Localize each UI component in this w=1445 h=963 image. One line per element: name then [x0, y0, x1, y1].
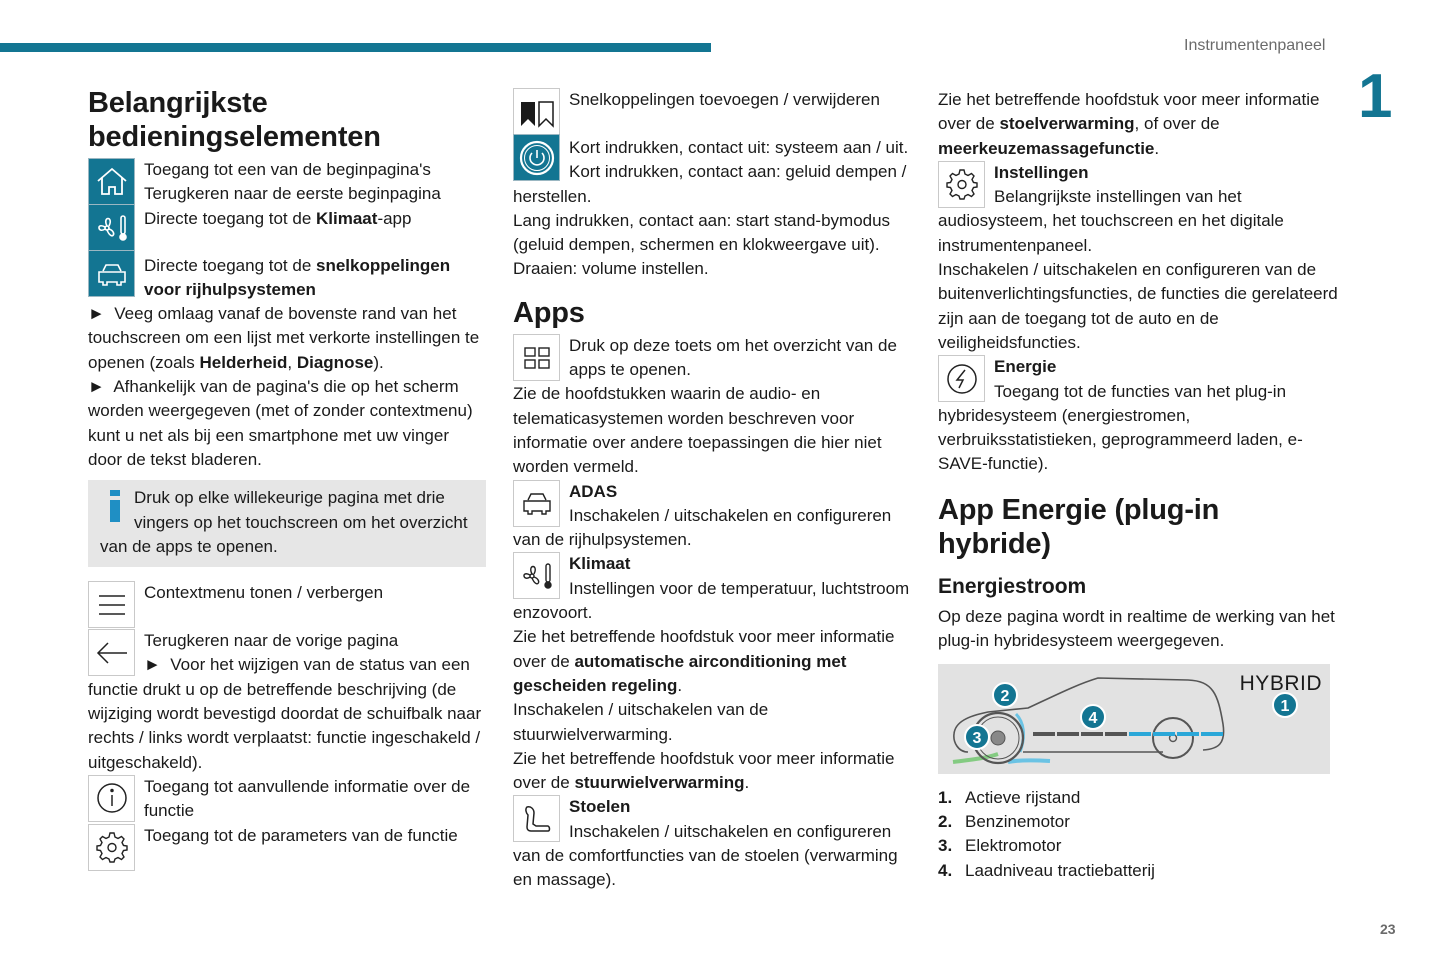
callout-2	[993, 683, 1017, 707]
info-icon	[88, 775, 135, 822]
energy-icon	[938, 355, 985, 402]
legend-item: 1. Actieve rijstand	[938, 787, 1081, 807]
back-text: Terugkeren naar de vorige pagina	[144, 631, 399, 651]
adas-text: Inschakelen / uitschakelen en configureren van de rijhulpsystemen.	[513, 505, 892, 550]
page-number: 23	[1380, 921, 1396, 937]
context-menu-text: Contextmenu tonen / verbergen	[144, 583, 384, 603]
home-icon	[88, 158, 135, 205]
drive-mode-label: HYBRID	[1239, 671, 1322, 695]
climate-icon	[88, 204, 135, 251]
legend-item: 4. Laadniveau tractiebatterij	[938, 860, 1155, 880]
bullet-swipe-down: ► Veeg omlaag vanaf de bovenste rand van het touchscreen om een lijst met verkorte instellingen te openen (zoals Helderheid, Diagnose).	[88, 304, 480, 372]
adas-shortcut-description: Directe toegang tot de snelkoppelingen voor rijhulpsystemen	[144, 255, 451, 299]
column-2	[513, 88, 913, 893]
header-accent-bar	[0, 43, 711, 52]
seat-reference: Zie het betreffende hoofdstuk voor meer informatie over de stoelverwarming, of over de meerkeuzemassagefunctie.	[938, 90, 1320, 158]
callout-3	[965, 725, 989, 749]
adas-title: ADAS	[569, 481, 618, 501]
battery-segment	[1177, 732, 1199, 736]
info-note-icon	[110, 490, 120, 524]
battery-level-bar	[1033, 732, 1223, 736]
column-3	[938, 88, 1338, 883]
info-text: Toegang tot aanvullende informatie over de functie	[144, 776, 471, 821]
climate-description: Directe toegang tot de Klimaat-app	[144, 208, 412, 228]
klimaat-text: Instellingen voor de temperatuur, luchtstroom enzovoort.	[513, 578, 910, 623]
battery-segment	[1081, 732, 1103, 736]
power-turn-text: Draaien: volume instellen.	[513, 259, 709, 279]
rear-wheel	[1153, 718, 1193, 758]
settings-title: Instellingen	[994, 162, 1089, 182]
klimaat-title: Klimaat	[569, 554, 631, 574]
energy-text: Toegang tot de functies van het plug-in hybridesysteem (energiestromen, verbruiksstatistieken, geprogrammeerd laden, e-SAVE-functie).	[938, 381, 1303, 474]
adas-car-icon	[513, 480, 560, 527]
power-long-press-text: Lang indrukken, contact aan: start stand-bymodus (geluid dempen, schermen en klokweergave uit).	[513, 210, 891, 255]
settings-gear-icon	[938, 161, 985, 208]
chapter-number: 1	[1358, 62, 1393, 131]
bookmark-icon	[513, 88, 560, 135]
battery-segment	[1153, 732, 1175, 736]
section-title-main-controls: Belangrijkste bedieningselementen	[88, 87, 381, 153]
section-title-apps: Apps	[513, 296, 585, 329]
svg-text:4: 4	[1088, 709, 1098, 727]
battery-segment	[1201, 732, 1223, 736]
svg-text:1: 1	[1280, 697, 1290, 715]
car-icon	[88, 250, 135, 297]
subsection-title-energy-flow: Energiestroom	[938, 574, 1087, 598]
column-1	[88, 86, 486, 871]
callout-4	[1081, 705, 1105, 729]
params-text: Toegang tot de parameters van de functie	[144, 825, 458, 845]
settings-more-text: Inschakelen / uitschakelen en configureren van de buitenverlichtingsfuncties, de functies die gerelateerd zijn aan de toegang tot de auto en de veiligheidsfuncties.	[938, 260, 1338, 352]
running-head: Instrumentenpaneel	[1184, 37, 1326, 54]
teal-icon-stack	[88, 158, 135, 296]
seat-icon	[513, 795, 560, 842]
energy-flow-text: Op deze pagina wordt in realtime de werking van het plug-in hybridesysteem weergegeven.	[938, 607, 1335, 651]
apps-grid-icon	[513, 334, 560, 381]
power-short-press-text: Kort indrukken, contact uit: systeem aan / uit. Kort indrukken, contact aan: geluid dempen / herstellen.	[513, 138, 909, 206]
callout-1	[1273, 693, 1297, 717]
svg-text:2: 2	[1000, 687, 1010, 705]
section-title-energy-app: App Energie (plug-in hybride)	[938, 493, 1220, 560]
battery-segment	[1033, 732, 1055, 736]
shortcuts-text: Snelkoppelingen toevoegen / verwijderen	[569, 90, 880, 109]
settings-text: Belangrijkste instellingen van het audiosysteem, het touchscreen en het digitale instrumentenpaneel.	[938, 187, 1284, 255]
electric-motor-icon	[991, 731, 1005, 745]
battery-segment	[1129, 732, 1151, 736]
gear-icon	[88, 824, 135, 871]
svg-text:3: 3	[972, 729, 982, 747]
energy-flow-diagram	[938, 664, 1330, 774]
home-description: Toegang tot een van de beginpagina's Terugkeren naar de eerste beginpagina	[144, 160, 441, 204]
wheel-heating-reference: Zie het betreffende hoofdstuk voor meer informatie over de stuurwielverwarming.	[513, 748, 895, 793]
legend-item: 3. Elektromotor	[938, 836, 1062, 856]
battery-segment	[1105, 732, 1127, 736]
stoelen-text: Inschakelen / uitschakelen en configureren van de comfortfuncties van de stoelen (verwarming en massage).	[513, 821, 898, 890]
menu-icon	[88, 581, 135, 628]
legend-item: 2. Benzinemotor	[938, 811, 1070, 831]
bullet-scroll: ► Afhankelijk van de pagina's die op het scherm worden weergegeven (met of zonder contextmenu) kunt u net als bij een smartphone met uw vinger door de tekst bladeren.	[88, 377, 473, 469]
diagram-legend	[938, 786, 1338, 883]
apps-text: Druk op deze toets om het overzicht van de apps te openen.	[569, 335, 897, 380]
stoelen-title: Stoelen	[569, 797, 631, 817]
blue-flow	[1008, 760, 1050, 762]
back-arrow-icon	[88, 629, 135, 676]
bullet-toggle-status: ► Voor het wijzigen van de status van een functie drukt u op de betreffende beschrijving (de wijziging wordt bevestigd doordat de schuifbalk naar rechts / links wordt verplaatst: functie ingeschakeld / uitgeschakeld).	[88, 655, 482, 772]
battery-segment	[1057, 732, 1079, 736]
power-button-icon	[513, 134, 560, 181]
info-note: Druk op elke willekeurige pagina met drie vingers op het touchscreen om het overzicht van de apps te openen.	[88, 480, 486, 567]
wheel-heating-text: Inschakelen / uitschakelen van de stuurwielverwarming.	[513, 700, 769, 744]
klimaat-reference: Zie het betreffende hoofdstuk voor meer informatie over de automatische airconditioning met gescheiden regeling.	[513, 627, 895, 695]
apps-more-text: Zie de hoofdstukken waarin de audio- en telematicasystemen worden beschreven voor informatie over andere toepassingen die hier niet worden vermeld.	[513, 384, 882, 477]
energy-title: Energie	[994, 357, 1057, 377]
climate-app-icon	[513, 552, 560, 599]
